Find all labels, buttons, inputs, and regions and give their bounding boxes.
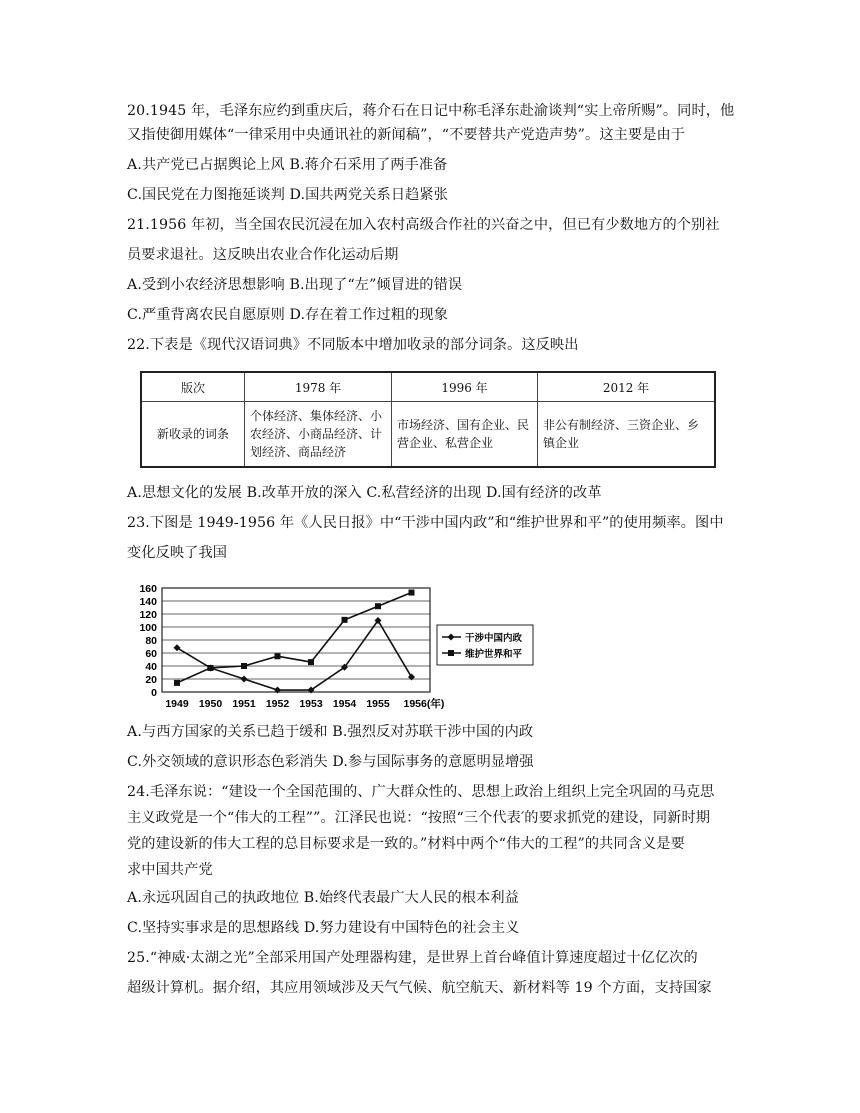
q20-options-ab: A.共产党已占据舆论上风 B.蒋介石采用了两手准备 — [127, 157, 448, 173]
q23-stem-line2: 变化反映了我国 — [127, 545, 228, 561]
x-tick-label: 1951 — [232, 698, 256, 710]
data-point-square — [241, 663, 247, 669]
y-tick-label: 140 — [139, 596, 157, 608]
y-tick-label: 60 — [145, 648, 157, 660]
legend-label: 维护世界和平 — [465, 649, 523, 660]
q21-options-cd: C.严重背离农民自愿原则 D.存在着工作过粗的现象 — [127, 307, 448, 323]
y-tick-label: 120 — [139, 609, 157, 621]
table-header: 1996 年 — [392, 372, 538, 402]
q24-stem-line2: 主义政党是一个“伟大的工程””。江泽民也说：“按照“三个代表′的要求抓党的建设，同新时期 — [127, 810, 711, 826]
y-tick-label: 100 — [139, 622, 157, 634]
x-tick-label: 1955 — [366, 698, 390, 710]
y-tick-label: 80 — [145, 635, 157, 647]
q25-stem-line2: 超级计算机。据介绍，其应用领域涉及天气气候、航空航天、新材料等 19 个方面，支持国家 — [127, 980, 712, 996]
q22-stem: 22.下表是《现代汉语词典》不同版本中增加收录的部分词条。这反映出 — [127, 337, 579, 353]
q20-options-cd: C.国民党在力图拖延谈判 D.国共两党关系日趋紧张 — [127, 187, 448, 203]
data-point-square — [208, 665, 214, 671]
data-point-square — [342, 617, 348, 623]
y-tick-label: 0 — [151, 687, 157, 699]
q21-stem-line2: 员要求退社。这反映出农业合作化运动后期 — [127, 247, 399, 263]
q23-options-cd: C.外交领域的意识形态色彩消失 D.参与国际事务的意愿明显增强 — [127, 754, 534, 770]
table-header: 2012 年 — [538, 372, 716, 402]
vocabulary-table — [140, 371, 716, 468]
table-cell: 市场经济、国有企业、民营企业、私营企业 — [392, 402, 538, 468]
table-row-label: 新收录的词条 — [141, 402, 245, 468]
table-header-row — [141, 372, 715, 402]
q24-options-ab: A.永远巩固自己的执政地位 B.始终代表最广大人民的根本利益 — [127, 890, 519, 906]
x-tick-label: 1954 — [332, 698, 357, 710]
q21-options-ab: A.受到小农经济思想影响 B.出现了“左”倾冒进的错误 — [127, 277, 463, 293]
data-point-square — [409, 590, 415, 596]
q20-stem-line1: 20.1945 年，毛泽东应约到重庆后，蒋介石在日记中称毛泽东赴渝谈判“实上帝所赐”。同时，他 — [127, 103, 735, 119]
data-point-square — [174, 680, 180, 686]
x-tick-label: 1953 — [299, 698, 323, 710]
q22-options: A.思想文化的发展 B.改革开放的深入 C.私营经济的出现 D.国有经济的改革 — [127, 485, 602, 501]
legend-label: 干涉中国内政 — [465, 633, 523, 644]
legend-marker-square — [448, 650, 454, 656]
q20-stem-line2: 又指使御用媒体“一律采用中央通讯社的新闻稿”，“不要替共产党造声势”。这主要是由于 — [127, 127, 686, 143]
y-tick-label: 20 — [145, 674, 157, 686]
table-header: 版次 — [141, 372, 245, 402]
q23-options-ab: A.与西方国家的关系已趋于缓和 B.强烈反对苏联干涉中国的内政 — [127, 724, 534, 740]
y-tick-label: 40 — [145, 661, 157, 673]
data-point-square — [375, 603, 381, 609]
table-row — [141, 402, 715, 468]
x-tick-label: 1952 — [265, 698, 290, 710]
x-tick-label: 1950 — [198, 698, 223, 710]
q24-stem-line4: 求中国共产党 — [127, 862, 213, 878]
y-tick-label: 160 — [139, 583, 157, 595]
data-point-square — [275, 653, 281, 659]
table-cell: 非公有制经济、三资企业、乡镇企业 — [538, 402, 716, 468]
table-cell: 个体经济、集体经济、小农经济、小商品经济、计划经济、商品经济 — [245, 402, 392, 468]
x-tick-label: 1949 — [165, 698, 189, 710]
q21-stem-line1: 21.1956 年初，当全国农民沉浸在加入农村高级合作社的兴奋之中，但已有少数地方的个别社 — [127, 217, 720, 233]
data-point-square — [308, 659, 314, 665]
table-header: 1978 年 — [245, 372, 392, 402]
q23-stem-line1: 23.下图是 1949-1956 年《人民日报》中“干涉中国内政”和“维护世界和平”的使用频率。图中 — [127, 515, 724, 531]
frequency-line-chart — [127, 580, 537, 710]
q24-stem-line1: 24.毛泽东说：“建设一个全国范围的、广大群众性的、思想上政治上组织上完全巩固的马克思 — [127, 784, 715, 800]
q24-stem-line3: 党的建设新的伟大工程的总目标要求是一致的。”材料中两个“伟大的工程”的共同含义是要 — [127, 836, 685, 852]
q24-options-cd: C.坚持实事求是的思想路线 D.努力建设有中国特色的社会主义 — [127, 920, 520, 936]
x-tick-label: 1956(年) — [403, 698, 445, 710]
q25-stem-line1: 25.“神威·太湖之光”全部采用国产处理器构建，是世界上首台峰值计算速度超过十亿亿次的 — [127, 950, 698, 966]
